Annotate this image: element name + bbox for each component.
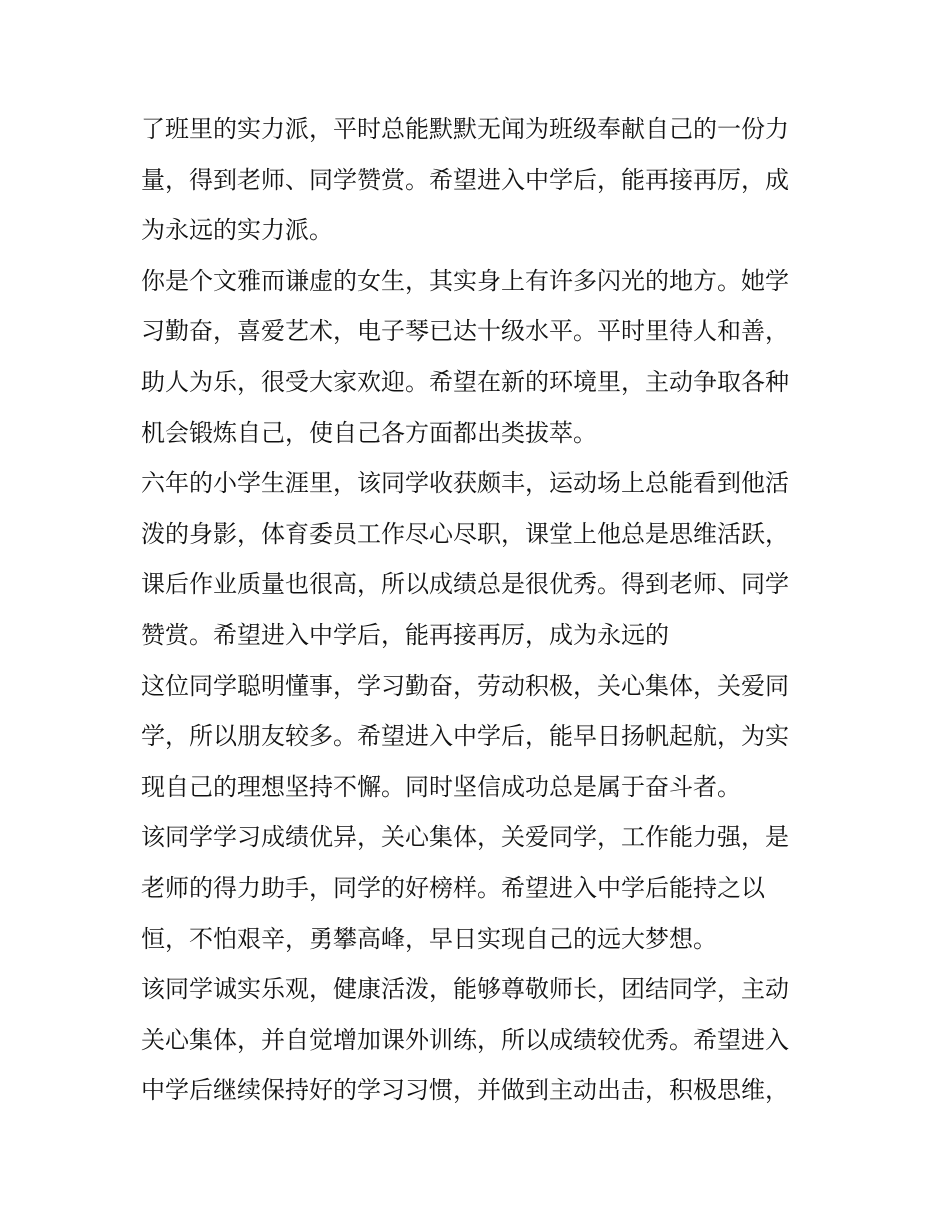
text-line: 量，得到老师、同学赞赏。希望进入中学后，能再接再厉，成 (141, 165, 789, 194)
text-line: 这位同学聪明懂事，学习勤奋，劳动积极，关心集体，关爱同 (141, 671, 789, 700)
text-line: 了班里的实力派，平时总能默默无闻为班级奉献自己的一份力 (141, 115, 789, 143)
text-line: 中学后继续保持好的学习习惯，并做到主动出击，积极思维， (141, 1076, 789, 1105)
text-line: 老师的得力助手，同学的好榜样。希望进入中学后能持之以 (141, 873, 765, 902)
text-line: 机会锻炼自己，使自己各方面都出类拔萃。 (141, 418, 597, 447)
text-line: 六年的小学生涯里，该同学收获颇丰，运动场上总能看到他活 (141, 469, 789, 498)
text-line: 泼的身影，体育委员工作尽心尽职，课堂上他总是思维活跃， (141, 519, 789, 548)
text-line: 为永远的实力派。 (141, 216, 333, 245)
text-line: 助人为乐，很受大家欢迎。希望在新的环境里，主动争取各种 (141, 367, 789, 396)
text-line: 学，所以朋友较多。希望进入中学后，能早日扬帆起航，为实 (141, 722, 789, 751)
text-line: 关心集体，并自觉增加课外训练，所以成绩较优秀。希望进入 (141, 1025, 789, 1054)
text-line: 赞赏。希望进入中学后，能再接再厉，成为永远的 (141, 620, 669, 649)
text-line: 恒，不怕艰辛，勇攀高峰，早日实现自己的远大梦想。 (141, 924, 717, 953)
text-line: 该同学诚实乐观，健康活泼，能够尊敬师长，团结同学，主动 (141, 975, 789, 1004)
text-line: 该同学学习成绩优异，关心集体，关爱同学，工作能力强，是 (141, 823, 789, 852)
text-line: 课后作业质量也很高，所以成绩总是很优秀。得到老师、同学 (141, 570, 789, 599)
text-line: 现自己的理想坚持不懈。同时坚信成功总是属于奋斗者。 (141, 772, 741, 801)
text-line: 你是个文雅而谦虚的女生，其实身上有许多闪光的地方。她学 (141, 266, 789, 295)
text-line: 习勤奋，喜爱艺术，电子琴已达十级水平。平时里待人和善， (141, 317, 789, 346)
document-body (141, 104, 821, 1116)
